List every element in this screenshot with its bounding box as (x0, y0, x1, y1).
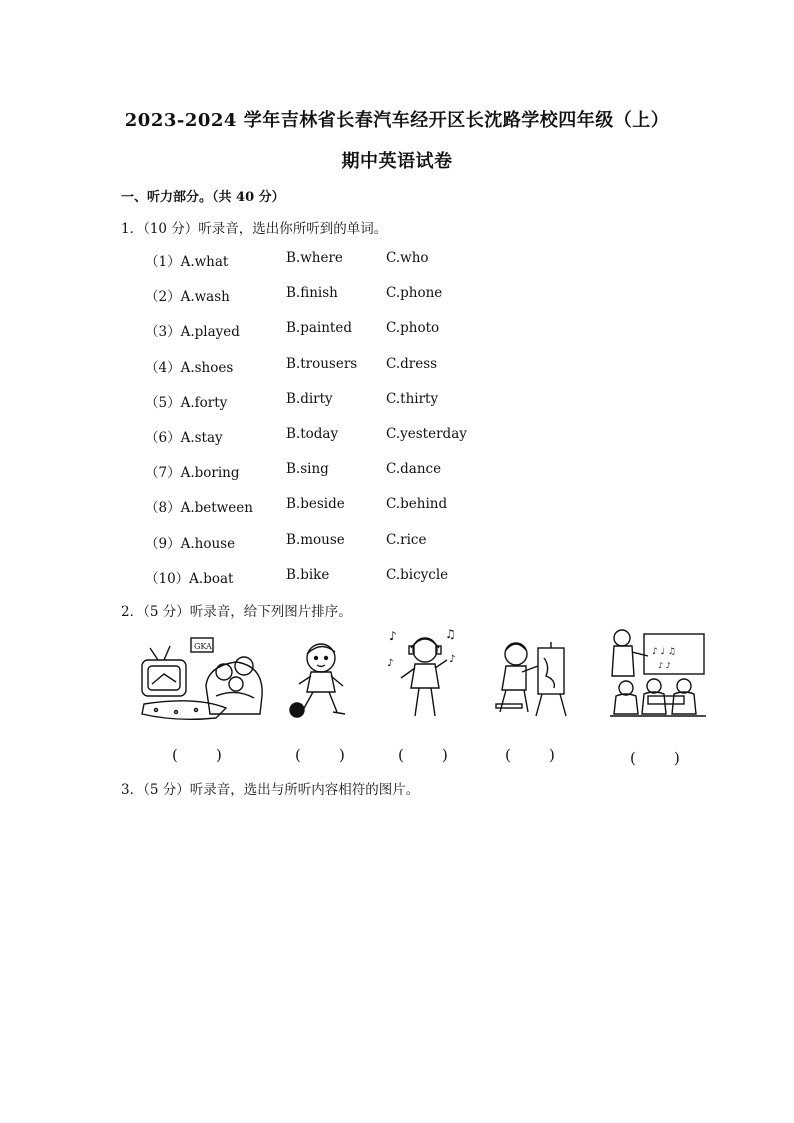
answer-blank-5[interactable]: ( ) (630, 749, 680, 767)
classroom-picture (608, 626, 708, 721)
option-a: （8）A.between (145, 500, 253, 517)
option-a: （2）A.wash (145, 289, 230, 306)
option-b: B.finish (286, 285, 338, 302)
option-b: B.mouse (286, 531, 345, 548)
option-row (145, 389, 565, 424)
option-b: B.bike (286, 566, 330, 583)
option-c: C.behind (386, 496, 448, 513)
answer-blank-1[interactable]: ( ) (172, 746, 222, 764)
answer-blank-4[interactable]: ( ) (505, 746, 555, 764)
option-row (145, 565, 565, 600)
exam-title-line2: 期中英语试卷 (341, 151, 453, 172)
option-row (145, 424, 565, 459)
option-c: C.photo (386, 320, 440, 337)
option-b: B.where (286, 250, 343, 266)
option-c: C.dance (386, 461, 442, 478)
question-3-stem: 3．（5 分）听录音，选出与所听内容相符的图片。 (121, 782, 420, 798)
option-b: B.sing (286, 461, 329, 478)
svg-text:GKA: GKA (194, 642, 212, 651)
question-1-options (145, 248, 565, 600)
option-a: （10）A.boat (145, 570, 234, 587)
question-2-pictures (130, 626, 720, 726)
option-a: （1）A.what (145, 254, 229, 270)
option-row (145, 283, 565, 318)
option-b: B.today (286, 425, 339, 442)
option-b: B.painted (286, 320, 352, 337)
option-a: （5）A.forty (145, 394, 228, 411)
answer-blank-3[interactable]: ( ) (398, 746, 448, 764)
svg-text:♪: ♪ (449, 654, 456, 665)
drawing-picture (492, 632, 572, 720)
svg-text:♪: ♪ (389, 629, 397, 643)
option-a: （4）A.shoes (145, 359, 234, 376)
svg-text:♫: ♫ (445, 627, 456, 641)
svg-text:♪ ♪: ♪ ♪ (658, 661, 671, 670)
watching-tv-picture (136, 626, 268, 721)
option-c: C.yesterday (386, 425, 467, 442)
option-row (145, 354, 565, 389)
question-2-stem: 2．（5 分）听录音，给下列图片排序。 (121, 604, 352, 620)
option-b: B.dirty (286, 390, 333, 407)
svg-text:♪ ♩ ♫: ♪ ♩ ♫ (652, 647, 676, 657)
option-row (145, 530, 565, 565)
option-c: C.thirty (386, 390, 439, 407)
option-c: C.dress (386, 355, 438, 372)
exam-title-line1: 2023-2024 学年吉林省长春汽车经开区长沈路学校四年级（上） (124, 110, 670, 131)
option-a: （3）A.played (145, 324, 240, 341)
option-row (145, 318, 565, 353)
answer-blank-2[interactable]: ( ) (295, 746, 345, 764)
option-c: C.bicycle (386, 566, 449, 583)
option-a: （9）A.house (145, 535, 236, 552)
svg-text:♪: ♪ (387, 658, 394, 669)
option-a: （7）A.boring (145, 465, 240, 482)
option-row (145, 459, 565, 494)
option-a: （6）A.stay (145, 429, 223, 446)
option-row (145, 494, 565, 529)
listening-music-picture (385, 626, 463, 721)
question-1-stem: 1．（10 分）听录音，选出你所听到的单词。 (121, 221, 388, 237)
option-c: C.who (386, 250, 429, 266)
option-c: C.rice (386, 531, 427, 548)
option-c: C.phone (386, 285, 443, 302)
section-listening-heading: 一、听力部分。（共 40 分） (121, 190, 285, 205)
option-b: B.trousers (286, 355, 358, 372)
playing-football-picture (285, 640, 355, 722)
option-b: B.beside (286, 496, 345, 513)
option-row (145, 248, 565, 283)
